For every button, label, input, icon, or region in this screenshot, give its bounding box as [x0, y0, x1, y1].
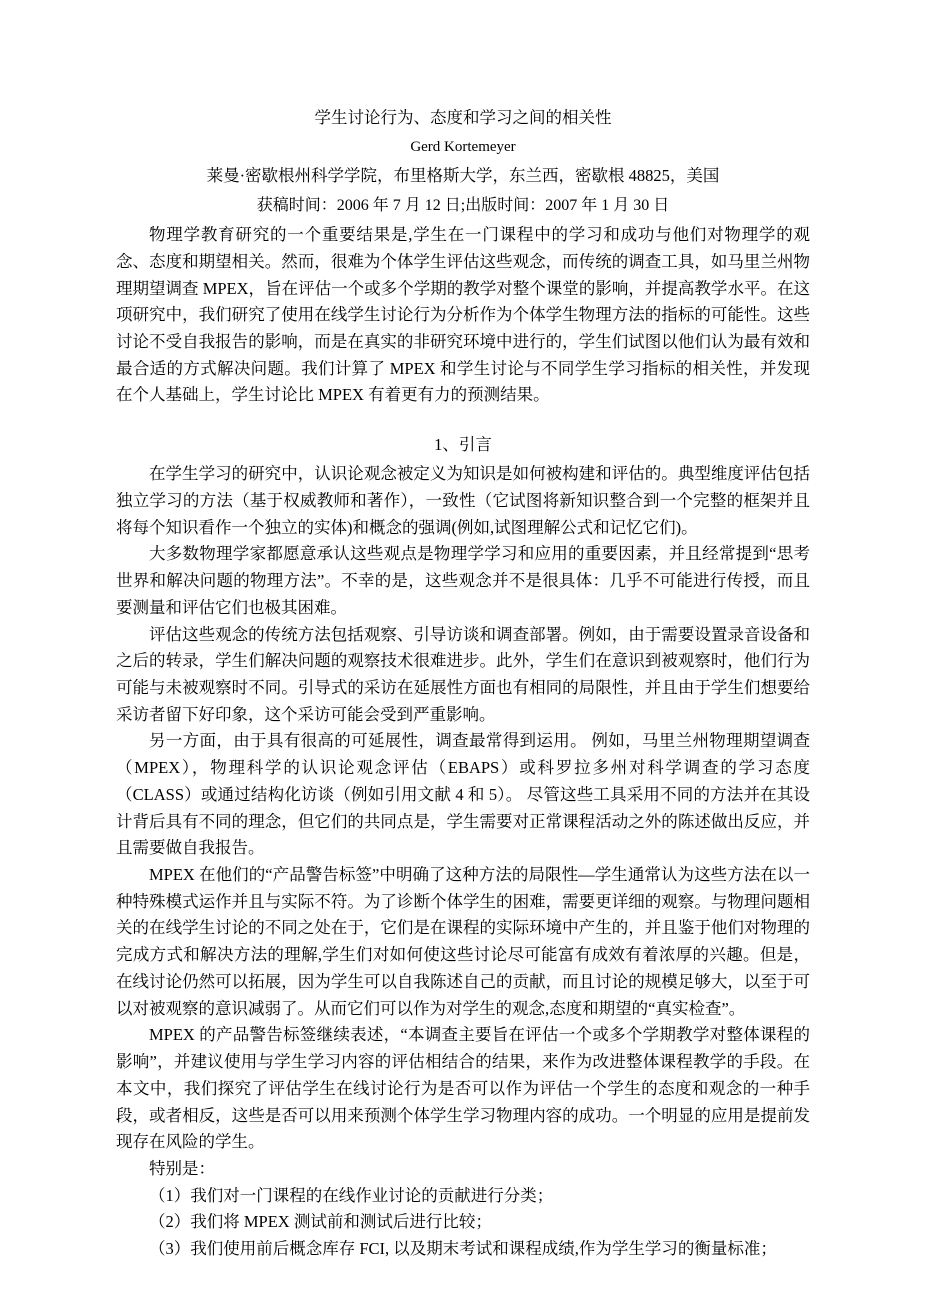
paragraph: MPEX 的产品警告标签继续表述，“本调查主要旨在评估一个或多个学期教学对整体课程的影响”，并建议使用与学生学习内容的评估相结合的结果，来作为改进整体课程教学的手段。在本文中，我们探究了评估学生在线讨论行为是否可以作为评估一个学生的态度和观念的一种手段，或者相反，这些是否可以用来预测个体学生学习物理内容的成功。一个明显的应用是提前发现存在风险的学生。 [116, 1025, 810, 1152]
paragraph: 特别是： [149, 1158, 215, 1178]
paragraph: 大多数物理学家都愿意承认这些观点是物理学学习和应用的重要因素，并且经常提到“思考世界和解决问题的物理方法”。不幸的是，这些观念并不是很具体：几乎不可能进行传授，而且要测量和评估它们也极其困难。 [116, 544, 810, 617]
paragraph: 评估这些观念的传统方法包括观察、引导访谈和调查部署。例如，由于需要设置录音设备和之后的转录，学生们解决问题的观察技术很难进步。此外，学生们在意识到被观察时，他们行为可能与未被观察时不同。引导式的采访在延展性方面也有相同的局限性，并且由于学生们想要给采访者留下好印象，这个采访可能会受到严重影响。 [116, 624, 810, 724]
abstract-section [116, 222, 810, 409]
list-item: （3）我们使用前后概念库存 FCI, 以及期末考试和课程成绩,作为学生学习的衡量标准； [149, 1239, 777, 1259]
paragraph: 在学生学习的研究中，认识论观念被定义为知识是如何被构建和评估的。典型维度评估包括独立学习的方法（基于权威教师和著作），一致性（它试图将新知识整合到一个完整的框架并且将每个知识看作一个独立的实体)和概念的强调(例如,试图理解公式和记忆它们)。 [116, 464, 810, 537]
paragraph: MPEX 在他们的“产品警告标签”中明确了这种方法的局限性—学生通常认为这些方法在以一种特殊模式运作并且与实际不符。为了诊断个体学生的困难，需要更详细的观察。与物理问题相关的在线学生讨论的不同之处在于，它们是在课程的实际环境中产生的，并且鉴于他们对物理的完成方式和解决方法的理解,学生们对如何使这些讨论尽可能富有成效有着浓厚的兴趣。但是，在线讨论仍然可以拓展，因为学生可以自我陈述自己的贡献，而且讨论的规模足够大，以至于可以对被观察的意识减弱了。从而它们可以作为对学生的观念,态度和期望的“真实检查”。 [116, 865, 810, 1018]
author-name: Gerd Kortemeyer [410, 139, 516, 156]
paragraph: 另一方面，由于具有很高的可延展性，调查最常得到运用。 例如，马里兰州物理期望调查（MPEX），物理科学的认识论观念评估（EBAPS）或科罗拉多州对科学调查的学习态度（CLASS）或通过结构化访谈（例如引用文献 4 和 5）。 尽管这些工具采用不同的方法并在其设计背后具有不同的理念，但它们的共同点是，学生需要对正常课程活动之外的陈述做出反应，并且需要做自我报告。 [116, 731, 810, 858]
introduction-body [116, 461, 810, 1263]
publication-dates: 获稿时间：2006 年 7 月 12 日;出版时间：2007 年 1 月 30 日 [256, 197, 670, 215]
abstract-text: 物理学教育研究的一个重要结果是,学生在一门课程中的学习和成功与他们对物理学的观念、态度和期望相关。然而，很难为个体学生评估这些观念，而传统的调查工具，如马里兰州物理期望调查 MPEX，旨在评估一个或多个学期的教学对整个课堂的影响，并提高教学水平。在这项研究中，我们研究了使用在线学生讨论行为分析作为个体学生物理方法的指标的可能性。这些讨论不受自我报告的影响，而是在真实的非研究环境中进行的，学生们试图以他们认为最有效和最合适的方式解决问题。我们计算了 MPEX 和学生讨论与不同学生学习指标的相关性，并发现在个人基础上，学生讨论比 MPEX 有着更有力的预测结果。 [116, 225, 810, 405]
author-affiliation: 莱曼·密歇根州科学学院，布里格斯大学，东兰西，密歇根 48825，美国 [206, 166, 720, 186]
list-item: （1）我们对一门课程的在线作业讨论的贡献进行分类； [149, 1185, 554, 1205]
list-item: （2）我们将 MPEX 测试前和测试后进行比较； [149, 1212, 492, 1232]
page-title: 学生讨论行为、态度和学习之间的相关性 [314, 108, 612, 127]
section-heading-introduction: 1、引言 [434, 435, 492, 455]
